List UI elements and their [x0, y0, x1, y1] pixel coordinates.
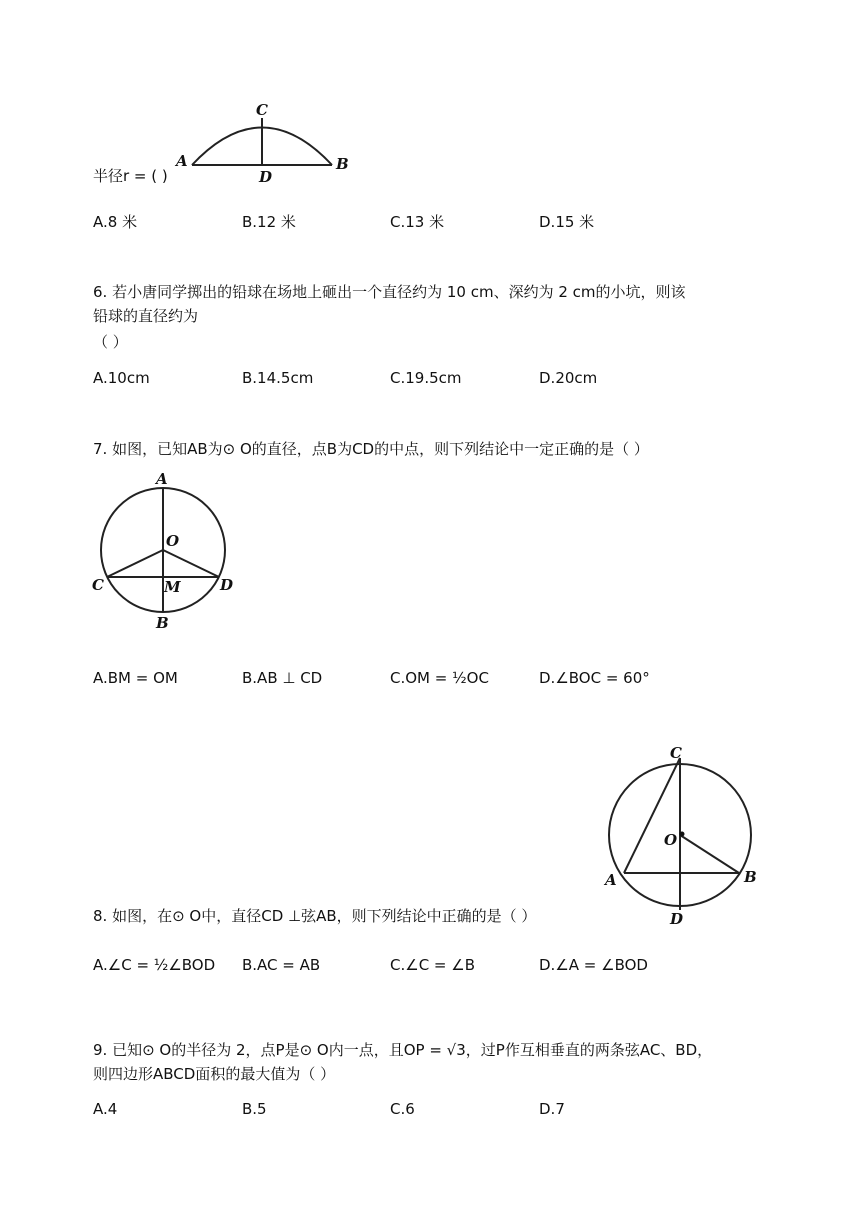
q8-figure: [596, 740, 766, 930]
q7-label-b: B: [156, 614, 169, 632]
q7-label-d: D: [220, 576, 234, 594]
q8-label-b: B: [744, 868, 757, 886]
q7-option-a[interactable]: A.BM = OM: [93, 669, 178, 687]
q9-option-b[interactable]: B.5: [242, 1100, 267, 1118]
q6-stem-line1: 6. 若小唐同学掷出的铅球在场地上砸出一个直径约为 10 cm、深约为 2 cm的小坑，则该: [93, 283, 686, 301]
q9-stem-line1: 9. 已知⊙ O的半径为 2，点P是⊙ O内一点，且OP = √3，过P作互相垂直的两条弦AC、BD，: [93, 1041, 713, 1059]
q7-label-c: C: [92, 576, 104, 594]
q8-option-d[interactable]: D.∠A = ∠BOD: [539, 956, 648, 974]
q6-option-b[interactable]: B.14.5cm: [242, 369, 314, 387]
q7-option-c[interactable]: C.OM = ½OC: [390, 669, 489, 687]
q7-stem: 7. 如图，已知AB为⊙ O的直径，点B为CD的中点，则下列结论中一定正确的是（ ）: [93, 440, 649, 458]
q8-option-a[interactable]: A.∠C = ½∠BOD: [93, 956, 216, 974]
q7-option-b[interactable]: B.AB ⊥ CD: [242, 669, 323, 687]
q5-option-a[interactable]: A.8 米: [93, 213, 138, 231]
q7-option-d[interactable]: D.∠BOC = 60°: [539, 669, 650, 687]
q7-label-o: O: [166, 532, 180, 550]
q9-option-c[interactable]: C.6: [390, 1100, 415, 1118]
q5-option-c[interactable]: C.13 米: [390, 213, 445, 231]
q5-label-c: C: [256, 101, 268, 119]
q6-stem-line2: 铅球的直径约为: [93, 307, 199, 325]
q6-stem-line3: （ ）: [93, 333, 128, 351]
q6-option-a[interactable]: A.10cm: [93, 369, 150, 387]
q9-option-a[interactable]: A.4: [93, 1100, 118, 1118]
q9-option-d[interactable]: D.7: [539, 1100, 565, 1118]
q5-label-b: B: [336, 155, 349, 173]
q5-option-d[interactable]: D.15 米: [539, 213, 595, 231]
q5-label-d: D: [259, 168, 273, 186]
q5-label-a: A: [176, 152, 188, 170]
q6-option-d[interactable]: D.20cm: [539, 369, 598, 387]
q6-option-c[interactable]: C.19.5cm: [390, 369, 462, 387]
q8-option-b[interactable]: B.AC = AB: [242, 956, 321, 974]
q5-option-b[interactable]: B.12 米: [242, 213, 296, 231]
q8-stem: 8. 如图，在⊙ O中，直径CD ⊥弦AB，则下列结论中正确的是（ ）: [93, 907, 537, 925]
q7-label-a: A: [156, 470, 168, 488]
q8-label-d: D: [670, 910, 684, 928]
q5-figure: [170, 98, 360, 188]
q8-label-a: A: [605, 871, 617, 889]
q8-label-o: O: [664, 831, 678, 849]
q7-figure: [88, 470, 248, 635]
q8-label-c: C: [670, 744, 682, 762]
q5-stem: 半径r = ( ): [93, 167, 168, 185]
q9-stem-line2: 则四边形ABCD面积的最大值为（ ）: [93, 1065, 336, 1083]
q7-label-m: M: [164, 578, 181, 596]
q8-option-c[interactable]: C.∠C = ∠B: [390, 956, 476, 974]
